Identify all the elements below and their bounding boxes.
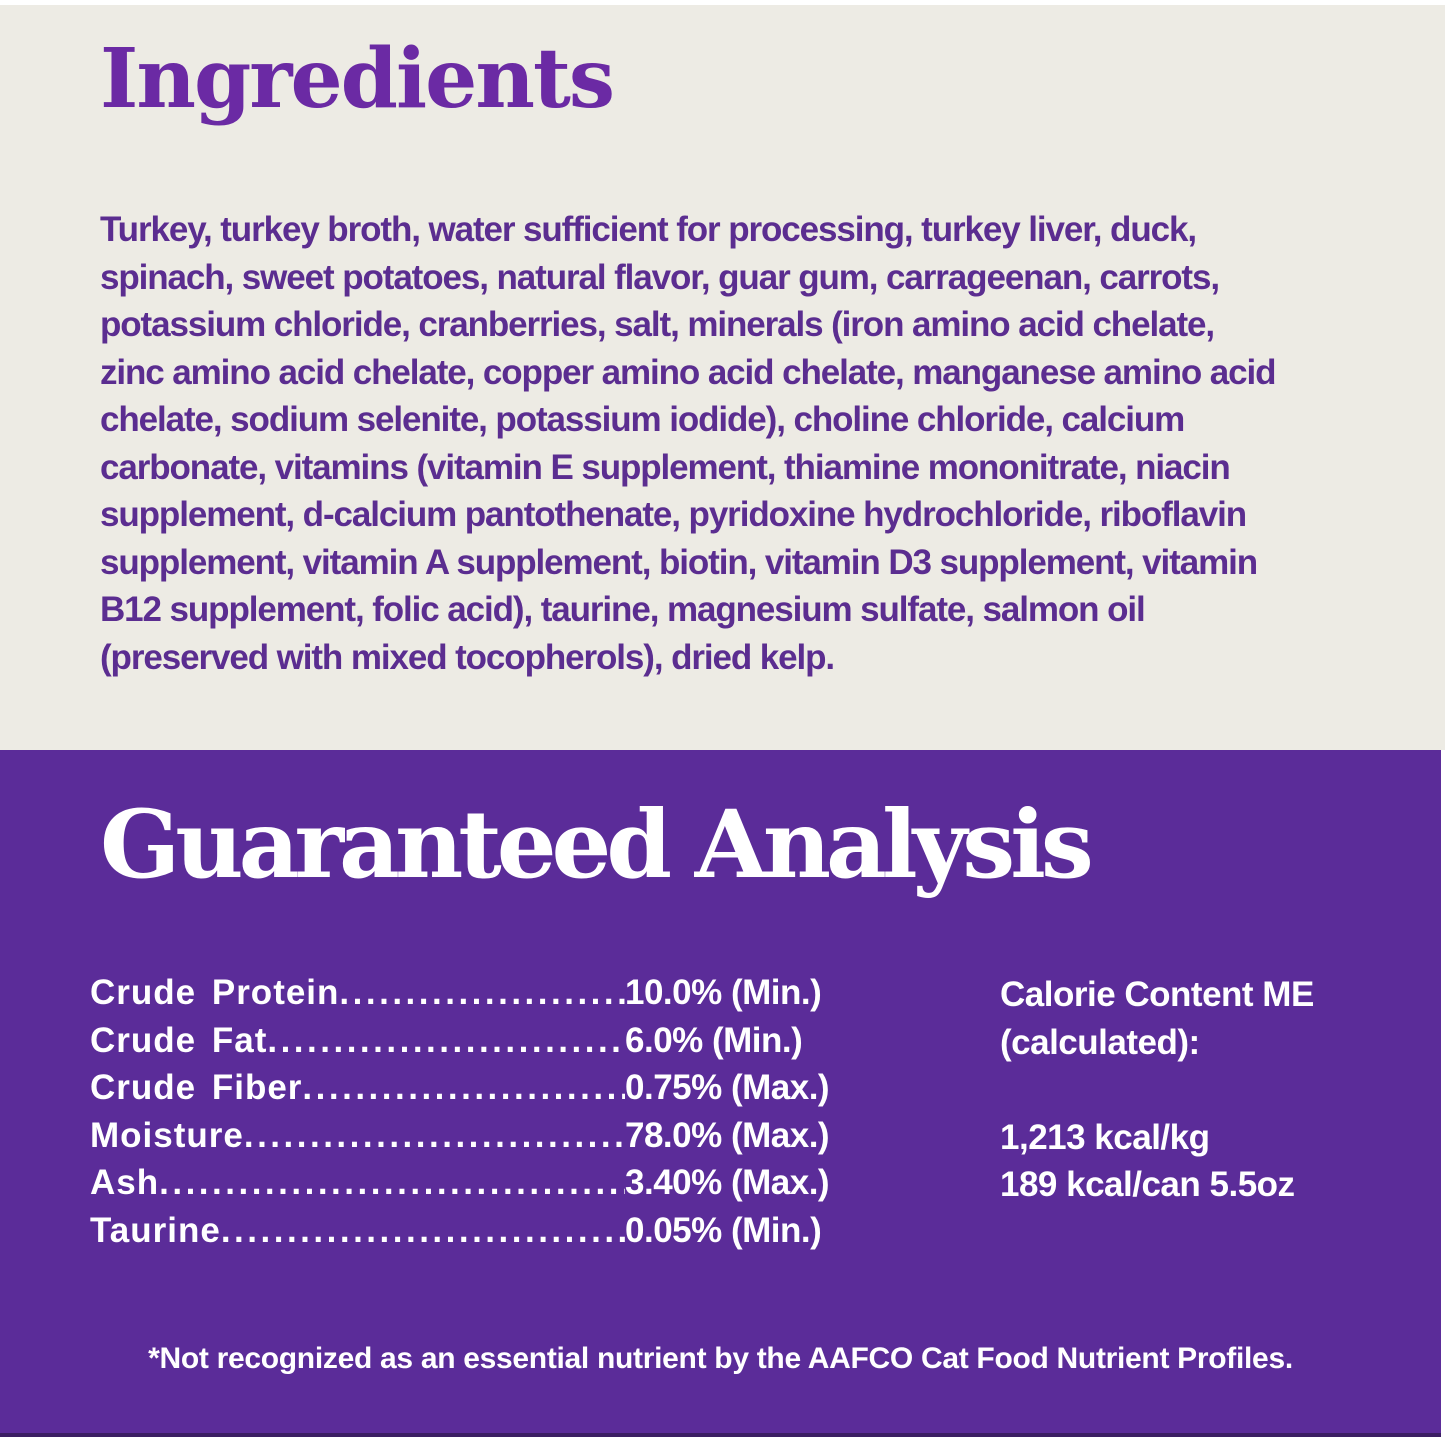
- analysis-row: [90, 1207, 890, 1255]
- aafco-footnote: *Not recognized as an essential nutrient by the AAFCO Cat Food Nutrient Profiles.: [148, 1342, 1293, 1375]
- analysis-row: [90, 1017, 890, 1065]
- ingredients-list: [100, 206, 1400, 681]
- dot-leader: [159, 1159, 625, 1207]
- ingredients-line: potassium chloride, cranberries, salt, minerals (iron amino acid chelate,: [100, 305, 1214, 344]
- calorie-kcal-per-can: 189 kcal/can 5.5oz: [1000, 1165, 1295, 1204]
- calorie-heading-line2: (calculated):: [1000, 1022, 1200, 1062]
- analysis-row-left: [90, 1159, 625, 1207]
- nutrient-value: 0.05% (Min.): [625, 1210, 822, 1250]
- guaranteed-analysis-table: [90, 969, 890, 1254]
- ingredients-line: zinc amino acid chelate, copper amino acid chelate, manganese amino acid: [100, 352, 1276, 392]
- calorie-kcal-per-kg: 1,213 kcal/kg: [1000, 1117, 1210, 1157]
- nutrient-label: Crude Fiber: [90, 1068, 303, 1107]
- calorie-heading-line1: Calorie Content ME: [1000, 975, 1314, 1014]
- nutrient-value: 3.40% (Max.): [625, 1163, 830, 1202]
- nutrient-label: Crude Protein: [90, 973, 340, 1012]
- analysis-row-left: [90, 1112, 625, 1160]
- calorie-spacer: [1000, 1066, 1314, 1114]
- ingredients-line: carbonate, vitamins (vitamin E supplement, thiamine mononitrate, niacin: [100, 447, 1230, 487]
- guaranteed-analysis-title: Guaranteed Analysis: [100, 790, 1089, 900]
- ingredients-line: (preserved with mixed tocopherols), dried kelp.: [100, 637, 835, 677]
- ingredients-line: B12 supplement, folic acid), taurine, magnesium sulfate, salmon oil: [100, 590, 1145, 629]
- analysis-row-left: [90, 1017, 625, 1065]
- nutrient-label: Crude Fat: [90, 1020, 268, 1060]
- ingredients-line: Turkey, turkey broth, water sufficient for processing, turkey liver, duck,: [100, 210, 1196, 249]
- ingredients-line: supplement, d-calcium pantothenate, pyridoxine hydrochloride, riboflavin: [100, 495, 1246, 534]
- nutrient-value: 0.75% (Max.): [625, 1068, 830, 1107]
- analysis-row: [90, 1112, 890, 1160]
- nutrient-value: 10.0% (Min.): [625, 973, 822, 1012]
- ingredients-section: [0, 5, 1445, 750]
- analysis-row-left: [90, 1207, 625, 1255]
- analysis-row: [90, 1064, 890, 1112]
- analysis-row: [90, 1159, 890, 1207]
- ingredients-line: chelate, sodium selenite, potassium iodide), choline chloride, calcium: [100, 400, 1185, 439]
- dot-leader: [244, 1112, 625, 1160]
- dot-leader: [221, 1207, 625, 1255]
- dot-leader: [339, 969, 625, 1017]
- dot-leader: [267, 1017, 625, 1065]
- nutrient-value: 78.0% (Max.): [625, 1115, 830, 1155]
- ingredients-line: supplement, vitamin A supplement, biotin, vitamin D3 supplement, vitamin: [100, 542, 1257, 582]
- ingredients-line: spinach, sweet potatoes, natural flavor, guar gum, carrageenan, carrots,: [100, 257, 1219, 297]
- ingredients-title: Ingredients: [100, 31, 614, 127]
- analysis-row: [90, 969, 890, 1017]
- guaranteed-analysis-section: [0, 750, 1441, 1437]
- nutrient-label: Ash: [90, 1163, 160, 1202]
- calorie-content-block: [1000, 971, 1314, 1209]
- nutrient-label: Taurine: [90, 1210, 221, 1250]
- dot-leader: [302, 1064, 625, 1112]
- analysis-row-left: [90, 969, 625, 1017]
- analysis-row-left: [90, 1064, 625, 1112]
- nutrient-value: 6.0% (Min.): [625, 1020, 803, 1060]
- nutrient-label: Moisture: [90, 1115, 244, 1155]
